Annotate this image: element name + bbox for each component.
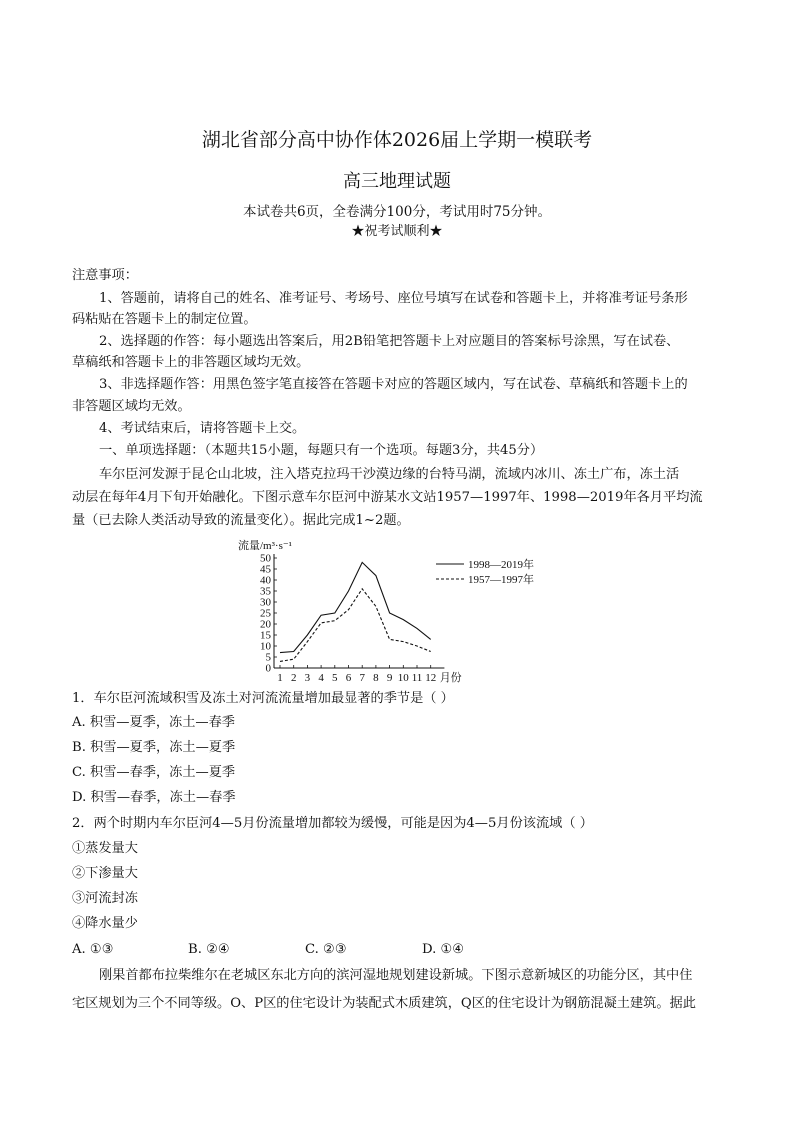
- notice-line: 非答题区域均无效。: [72, 399, 191, 414]
- x-axis-label: 月份: [439, 672, 462, 684]
- question-2-item: ②下渗量大: [72, 866, 138, 881]
- exam-info: 本试卷共6页，全卷满分100分，考试用时75分钟。: [242, 204, 552, 220]
- passage-line: 量（已去除人类活动导致的流量变化）。据此完成1~2题。: [72, 513, 410, 528]
- legend-label-2: 1957—1997年: [468, 574, 534, 586]
- passage-line: 车尔臣河发源于昆仑山北坡，注入塔克拉玛干沙漠边缘的台特马湖，流域内冰川、冻土广布，冻土活: [99, 467, 680, 482]
- x-tick-label: 8: [373, 672, 379, 684]
- question-2-option-d: D. ①④: [422, 942, 465, 957]
- passage-line: 刚果首都布拉柴维尔在老城区东北方向的滨河湿地规划建设新城。下图示意新城区的功能分区，其中住: [99, 968, 693, 983]
- y-tick-label: 15: [260, 629, 271, 642]
- x-tick-label: 1: [277, 672, 283, 684]
- y-tick-label: 45: [260, 563, 271, 576]
- exam-wish: ★祝考试顺利★: [351, 224, 443, 239]
- question-2-option-b: B. ②④: [188, 942, 230, 957]
- y-tick-label: 5: [265, 651, 271, 664]
- legend-label-1: 1998—2019年: [468, 559, 534, 571]
- question-1-option-d: D. 积雪—春季，冻土—春季: [72, 790, 236, 805]
- y-tick-label: 40: [260, 574, 271, 587]
- question-2-option-c: C. ②③: [305, 942, 347, 957]
- y-tick-label: 20: [260, 618, 271, 631]
- x-tick-label: 11: [411, 672, 423, 684]
- question-2-stem: 2．两个时期内车尔臣河4—5月份流量增加都较为缓慢，可能是因为4—5月份该流域（ ）: [72, 816, 593, 831]
- y-tick-label: 25: [260, 607, 271, 620]
- notice-line: 2、选择题的作答：每小题选出答案后，用2B铅笔把答题卡上对应题目的答案标号涂黑，写在试卷、: [99, 334, 680, 349]
- x-tick-label: 9: [386, 672, 393, 684]
- x-tick-label: 4: [318, 672, 324, 684]
- y-tick-label: 0: [265, 662, 271, 675]
- x-tick-label: 5: [332, 672, 338, 684]
- x-tick-label: 2: [290, 672, 297, 684]
- x-tick-label: 3: [304, 672, 311, 684]
- x-tick-label: 12: [425, 672, 437, 684]
- notice-line: 草稿纸和答题卡上的非答题区域均无效。: [72, 355, 310, 370]
- notice-heading: 注意事项：: [72, 268, 138, 283]
- x-tick-label: 7: [359, 672, 365, 684]
- notice-line: 1、答题前，请将自己的姓名、准考证号、考场号、座位号填写在试卷和答题卡上，并将准考证号条形: [99, 291, 688, 306]
- question-1-option-c: C. 积雪—春季，冻土—夏季: [72, 765, 236, 780]
- exam-subtitle: 高三地理试题: [343, 171, 451, 192]
- notice-line: 3、非选择题作答：用黑色签字笔直接答在答题卡对应的答题区域内，写在试卷、草稿纸和答题卡上的: [99, 377, 688, 392]
- question-2-item: ①蒸发量大: [72, 841, 138, 856]
- y-tick-label: 50: [260, 552, 271, 565]
- question-2-item: ④降水量少: [72, 916, 138, 931]
- x-tick-label: 6: [345, 672, 352, 684]
- notice-line: 码粘贴在答题卡上的制定位置。: [72, 312, 257, 327]
- passage-line: 宅区规划为三个不同等级。O、P区的住宅设计为装配式木质建筑，Q区的住宅设计为钢筋混凝土建筑。据此: [72, 996, 696, 1011]
- section-heading: 一、单项选择题：（本题共15小题，每题只有一个选项。每题3分，共45分）: [99, 443, 544, 458]
- question-2-option-a: A. ①③: [72, 942, 114, 957]
- page-title: 湖北省部分高中协作体2026届上学期一模联考: [201, 129, 593, 151]
- passage-line: 动层在每年4月下旬开始融化。下图示意车尔臣河中游某水文站1957—1997年、1998—2019年各月平均流: [72, 490, 703, 505]
- y-tick-label: 35: [260, 585, 271, 598]
- series-line-1: [280, 562, 431, 652]
- flow-chart: [236, 538, 556, 686]
- question-2-item: ③河流封冻: [72, 891, 138, 906]
- flow-chart-svg: [236, 538, 556, 686]
- notice-line: 4、考试结束后，请将答题卡上交。: [99, 421, 306, 436]
- y-tick-label: 10: [260, 640, 271, 653]
- question-1-stem: 1．车尔臣河流域积雪及冻土对河流流量增加最显著的季节是（ ）: [72, 691, 454, 706]
- y-axis-label: 流量/m³·s⁻¹: [238, 540, 292, 552]
- x-tick-label: 10: [397, 672, 409, 684]
- question-1-option-a: A. 积雪—夏季，冻土—春季: [72, 715, 235, 730]
- question-1-option-b: B. 积雪—夏季，冻土—夏季: [72, 740, 236, 755]
- series-line-2: [280, 589, 431, 662]
- y-tick-label: 30: [260, 596, 271, 609]
